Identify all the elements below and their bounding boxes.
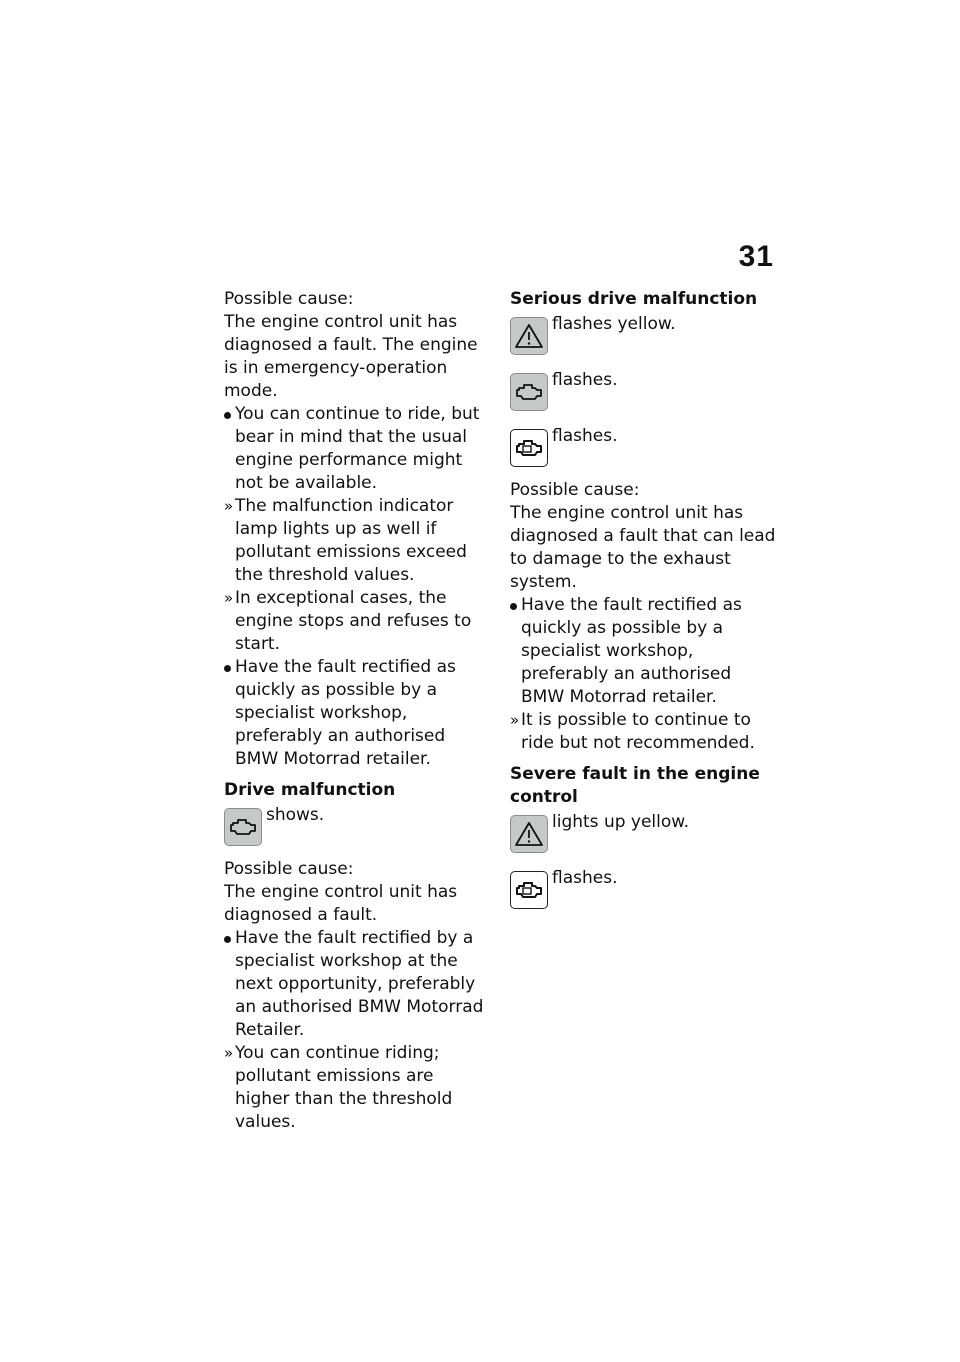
result-marker-icon: » — [224, 1044, 234, 1062]
section-heading-severe-fault: Severe fault in the engine control — [510, 764, 760, 807]
indicator-text: shows. — [266, 805, 325, 825]
cause-text: The engine control unit has diagnosed a fault that can lead to damage to the exhaust system. — [510, 503, 776, 592]
indicator-row — [510, 313, 778, 355]
section-heading-serious-drive-malfunction: Serious drive malfunction — [510, 289, 758, 309]
engine-warning-icon — [224, 808, 262, 846]
engine-malfunction-icon — [510, 429, 548, 467]
result-marker-icon: » — [224, 497, 234, 515]
possible-cause-label: Possible cause: — [224, 859, 354, 879]
indicator-row — [510, 867, 778, 909]
section-heading-drive-malfunction: Drive malfunction — [224, 780, 396, 800]
indicator-text: flashes. — [552, 868, 618, 888]
indicator-text: flashes. — [552, 370, 618, 390]
result-text: You can continue riding; pollutant emissions are higher than the threshold values. — [235, 1043, 453, 1132]
indicator-row — [510, 425, 778, 467]
left-column — [224, 288, 492, 1134]
bullet-item — [224, 403, 492, 495]
engine-warning-icon — [510, 373, 548, 411]
general-warning-triangle-icon — [510, 815, 548, 853]
result-marker-icon: » — [224, 589, 234, 607]
result-item — [510, 709, 778, 755]
cause-text: The engine control unit has diagnosed a fault. — [224, 882, 458, 925]
result-text: The malfunction indicator lamp lights up as well if pollutant emissions exceed the threshold values. — [235, 496, 467, 585]
indicator-text: lights up yellow. — [552, 812, 690, 832]
bullet-item — [510, 594, 778, 709]
indicator-text: flashes. — [552, 426, 618, 446]
page-number: 31 — [738, 240, 774, 273]
result-text: In exceptional cases, the engine stops and refuses to start. — [235, 588, 472, 654]
indicator-row — [510, 369, 778, 411]
right-column — [510, 288, 778, 909]
result-item — [224, 495, 492, 587]
cause-text: The engine control unit has diagnosed a fault. The engine is in emergency-operation mode. — [224, 312, 478, 401]
possible-cause-label: Possible cause: — [224, 289, 354, 309]
possible-cause-label: Possible cause: — [510, 480, 640, 500]
bullet-text: Have the fault rectified as quickly as possible by a specialist workshop, preferably an authorised BMW Motorrad retailer. — [521, 595, 742, 707]
indicator-text: flashes yellow. — [552, 314, 676, 334]
bullet-text: You can continue to ride, but bear in mind that the usual engine performance might not be available. — [235, 404, 480, 493]
engine-malfunction-icon — [510, 871, 548, 909]
bullet-item — [224, 927, 492, 1042]
result-item — [224, 1042, 492, 1134]
indicator-row — [224, 804, 492, 846]
indicator-row — [510, 811, 778, 853]
result-marker-icon: » — [510, 711, 520, 729]
result-item — [224, 587, 492, 656]
bullet-item — [224, 656, 492, 771]
general-warning-triangle-icon — [510, 317, 548, 355]
bullet-text: Have the fault rectified by a specialist workshop at the next opportunity, preferably an authorised BMW Motorrad Retailer. — [235, 928, 484, 1040]
result-text: It is possible to continue to ride but not recommended. — [521, 710, 755, 753]
bullet-text: Have the fault rectified as quickly as possible by a specialist workshop, preferably an authorised BMW Motorrad retailer. — [235, 657, 456, 769]
